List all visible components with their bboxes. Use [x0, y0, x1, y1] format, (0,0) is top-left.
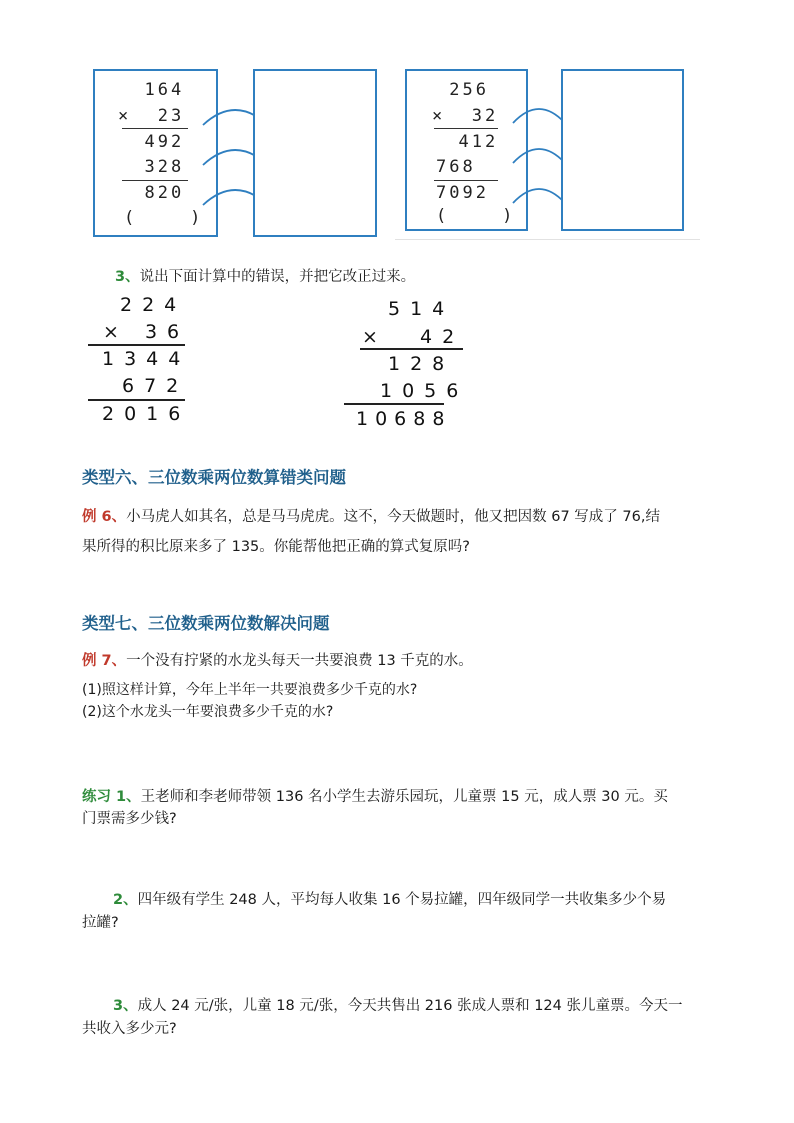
example7-label: 例 7、 — [82, 653, 127, 669]
example7-sub1: (1)照这样计算，今年上半年一共要浪费多少千克的水? — [82, 682, 418, 698]
calc1-partial2: 328 — [118, 157, 185, 177]
calc2-line-2 — [434, 180, 498, 181]
err1-partial2: 672 — [122, 375, 189, 397]
practice1-text-1: 王老师和李老师带领 136 名小学生去游乐园玩，儿童票 15 元，成人票 30 元。买 — [140, 789, 668, 805]
calc2-line-1 — [434, 128, 498, 129]
section7-heading: 类型七、三位数乘两位数解决问题 — [82, 614, 330, 633]
example7-line — [82, 648, 473, 674]
err2-partial2: 1056 — [380, 380, 469, 402]
calc2-partial2: 768 — [436, 157, 476, 177]
calc2-multiplicand: 256 — [436, 80, 489, 100]
example7-text: 一个没有拧紧的水龙头每天一共要浪费 13 千克的水。 — [126, 653, 473, 669]
example7-sub2: (2)这个水龙头一年要浪费多少千克的水? — [82, 704, 334, 720]
calc1-multiplier: × 23 — [118, 106, 185, 126]
calc2-underline — [395, 239, 700, 240]
answer-box-2 — [561, 69, 684, 231]
err2-line-2 — [344, 403, 444, 405]
err1-result: 2016 — [102, 403, 191, 425]
calc2-multiplier: × 32 — [432, 106, 499, 126]
practice2-text-1: 四年级有学生 248 人，平均每人收集 16 个易拉罐，四年级同学一共收集多少个易 — [137, 892, 667, 908]
practice1-label: 练习 1、 — [82, 789, 141, 805]
err1-partial1: 1344 — [102, 348, 191, 370]
err2-result: 10688 — [356, 408, 452, 430]
practice3-label: 3、 — [113, 998, 138, 1014]
calc2-result: 7092 — [436, 183, 489, 203]
practice2-line1 — [113, 887, 666, 913]
answer-box-1 — [253, 69, 377, 237]
calc1-line-1 — [122, 128, 188, 129]
err1-multiplicand: 224 — [120, 294, 187, 316]
calc2-partial1: 412 — [432, 132, 499, 152]
err2-line-1 — [360, 348, 463, 350]
practice3-line1 — [113, 993, 683, 1019]
q3-prompt — [115, 264, 415, 290]
example6-text-1: 小马虎人如其名，总是马马虎虎。这不，今天做题时，他又把因数 67 写成了 76,结 — [126, 509, 660, 525]
practice2-label: 2、 — [113, 892, 138, 908]
practice3-line2: 共收入多少元? — [82, 1021, 177, 1037]
err1-multiplier: × 36 — [103, 321, 190, 343]
err2-multiplier: × 42 — [362, 326, 465, 348]
err2-partial1: 128 — [388, 353, 455, 375]
example6-line1 — [82, 504, 660, 530]
q3-text: 说出下面计算中的错误，并把它改正过来。 — [139, 269, 416, 285]
calc1-multiplicand: 164 — [118, 80, 185, 100]
arc-connector — [513, 149, 565, 163]
example6-label: 例 6、 — [82, 509, 127, 525]
calc1-answer: ( ) — [124, 208, 204, 228]
q3-number: 3、 — [115, 269, 140, 285]
err1-line-1 — [88, 344, 185, 346]
err1-line-2 — [88, 399, 185, 401]
calc1-line-2 — [122, 180, 188, 181]
calc1-result: 820 — [118, 183, 185, 203]
example6-line2: 果所得的积比原来多了 135。你能帮他把正确的算式复原吗? — [82, 539, 470, 555]
section6-heading: 类型六、三位数乘两位数算错类问题 — [82, 468, 346, 487]
calc1-partial1: 492 — [118, 132, 185, 152]
practice1-line2: 门票需多少钱? — [82, 811, 177, 827]
arc-connector — [513, 189, 565, 203]
arc-connectors-2 — [510, 95, 568, 220]
practice2-line2: 拉罐? — [82, 915, 119, 931]
err2-multiplicand: 514 — [388, 298, 455, 320]
arc-connector — [513, 109, 565, 123]
practice3-text-1: 成人 24 元/张，儿童 18 元/张，今天共售出 216 张成人票和 124 张儿童票。今天一 — [137, 998, 683, 1014]
calc2-answer: ( ) — [436, 206, 516, 226]
